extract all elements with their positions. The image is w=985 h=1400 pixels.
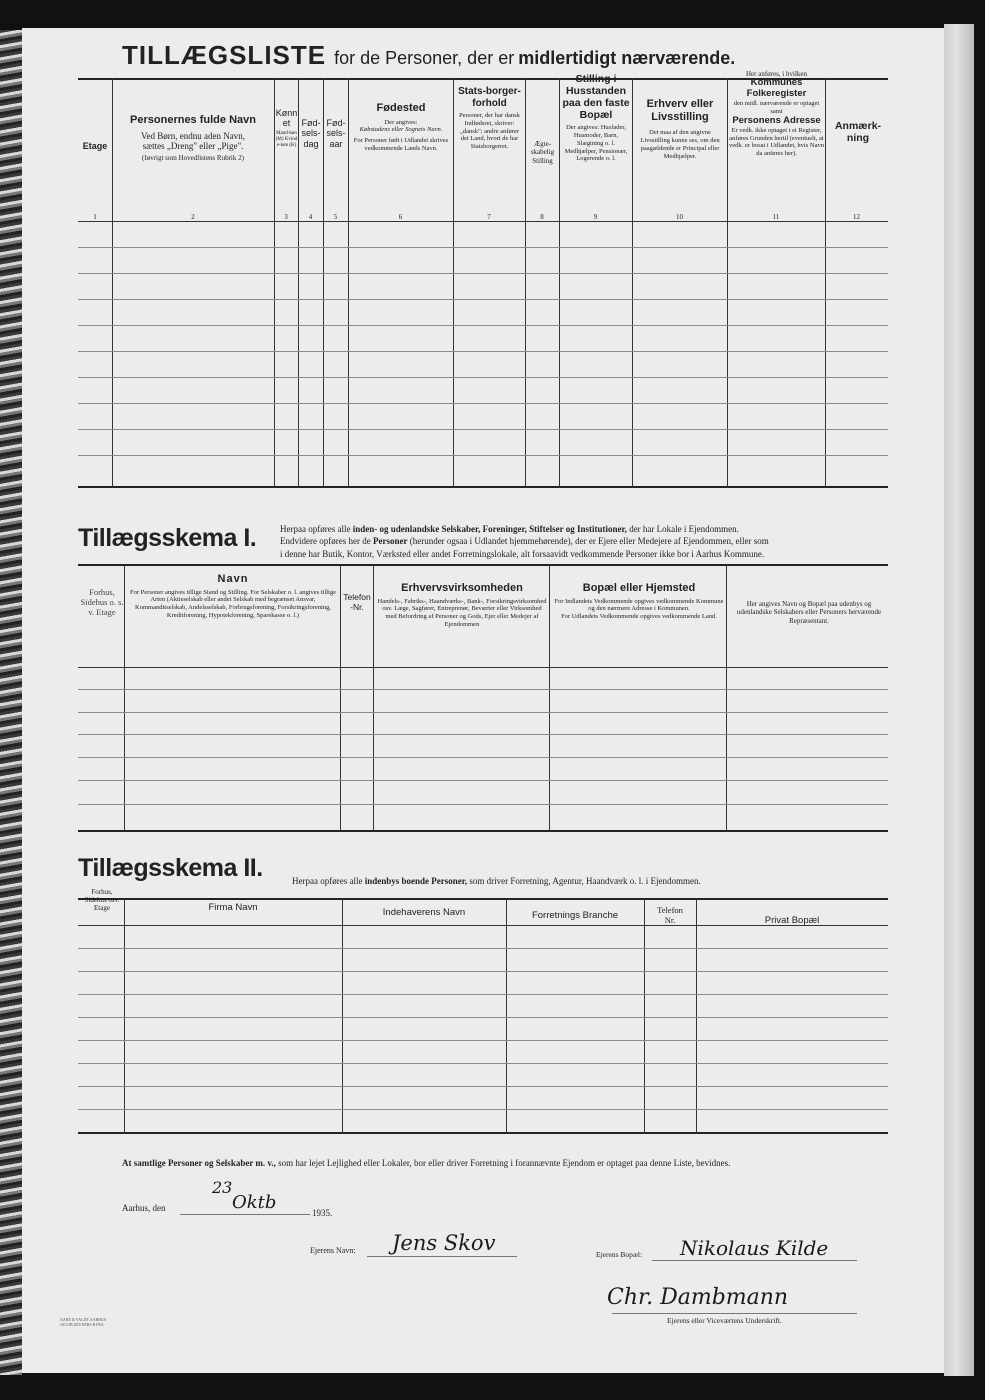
col-num: 11 [772, 213, 780, 221]
s2-col-branche: Forretnings Branche [531, 910, 619, 921]
skema-2-line-a: Herpaa opføres alle [292, 876, 365, 886]
s1-col-navn-l1: For Personer angives tillige Stand og Stilling. For Selskaber o. l. angives tillige Arten (Aktieselskab eller andet Selskab med begrænset Ansvar, Kommanditselskab, Andelsselskab, Forbrugsforening, Forsikringsforening, Kreditforening, Hypotekforening, Sparekasse o. l.) [130, 588, 336, 620]
skema-1-line2a: Endvidere opføres her de [280, 536, 373, 547]
date-day: 23 [212, 1178, 233, 1197]
col-num: 9 [593, 213, 598, 221]
col-folkeregister-title2: Personens Adresse [732, 114, 821, 126]
underskrift-underline [612, 1313, 857, 1314]
col-erhverv [634, 98, 726, 160]
skema-1-line1c: der har Lokale i Ejendommen. [626, 524, 739, 534]
skema-1-line2b: Personer [372, 536, 408, 547]
s1-col-erhverv-title: Erhvervsvirksomheden [401, 582, 523, 594]
col-kon [275, 108, 298, 149]
col-folkeregister-l1: den midl. nærværende er optaget samt [733, 100, 820, 116]
s1-col-erhvervsvirksomhed [377, 582, 547, 629]
s2-col-privat-bopael: Privat Bopæl [764, 915, 820, 926]
col-fodested [352, 102, 450, 153]
s2-col-firma: Firma Navn [208, 902, 258, 913]
col-stilling [561, 73, 631, 163]
s1-col-bopael-l1: For Indlandets Vedkommende opgives vedkommende Kommune og den nærmere Adresse i Kommunen. [554, 597, 724, 613]
date-year: 1935. [312, 1208, 333, 1218]
col-num: 4 [308, 213, 313, 221]
s1-col-telefon: Telefon-Nr. [343, 592, 371, 612]
owner-address-underline [652, 1260, 857, 1261]
col-num: 8 [540, 213, 544, 221]
declaration-b: som har lejet Lejlighed eller Lokaler, bor eller driver Forretning i forannævnte Ejendom er optaget paa denne Liste, bevidnes. [275, 1158, 731, 1168]
col-fodselsdag: Fød-sels-dag [301, 118, 321, 149]
col-aegteskab: Ægte-skabelig Stilling [530, 140, 555, 165]
col-fodested-l3: For Personer født i Udlandet skrives vedkommende Lands Navn. [353, 137, 449, 153]
skema-2-intro [292, 876, 701, 886]
col-statsborger-l1: Personer, der har dansk Indfødsret, skriver: „dansk"; andre anfører det Land, hvori de har Statsborgerret. [459, 112, 520, 151]
col-num: 10 [676, 213, 683, 221]
col-folkeregister-top: Her anføres, i hvilken [745, 70, 808, 78]
skema-1-line1b: inden- og udenlandske Selskaber, Foreninger, Stiftelser og Institutioner, [352, 524, 627, 534]
col-folkeregister-l2: Er vedk. ikke optaget i et Register, anføres Grunden hertil (eventuelt, at vedk. er bosat i Udlandet, hvis Navn da anføres her). [729, 126, 824, 158]
s1-col-navn [130, 573, 336, 620]
s1-col-bopael [554, 582, 724, 621]
owner-signature: Jens Skov [392, 1231, 496, 1255]
date-line [122, 1203, 166, 1213]
col-kon-title: Kønnet [275, 108, 298, 129]
date-place: Aarhus, den [122, 1203, 166, 1213]
col-etage: Etage [82, 141, 108, 151]
col-num: 7 [487, 213, 491, 221]
col-fulde-navn-l3: (Iøvrigt som Hovedlistens Rubrik 2) [142, 154, 244, 163]
page-edge [944, 24, 974, 1376]
underskrift-signature: Chr. Dambmann [607, 1285, 789, 1310]
col-fulde-navn [114, 114, 272, 162]
title-main: TILLÆGSLISTE [122, 40, 327, 70]
skema-1-intro [280, 523, 890, 560]
col-fodested-title: Fødested [376, 102, 426, 114]
col-fodselsaar: Fød-sels-aar [326, 118, 346, 149]
col-stilling-title: Stilling i Husstanden paa den faste Bopæl [562, 73, 630, 122]
col-statsborger [456, 86, 523, 151]
book-binding [0, 30, 22, 1375]
col-num: 5 [333, 213, 338, 221]
declaration [122, 1158, 730, 1168]
s1-col-bopael-title: Bopæl eller Hjemsted [582, 582, 696, 594]
owner-name-underline [367, 1256, 517, 1257]
col-folkeregister-title: Kommunes Folkeregister [746, 77, 807, 100]
skema-1-line1a: Herpaa opføres alle [280, 524, 353, 534]
col-num: 3 [284, 213, 288, 221]
skema-1-line2c: (herunder ogsaa i Udlandet hjemmehørende), der er Ejere eller Medejere af Ejendommen, eller som [407, 536, 769, 547]
col-num: 2 [191, 213, 195, 221]
col-kon-sub: Mand-køn (M) Kvinde-køn (K) [275, 130, 298, 148]
s2-col-telefon: Telefon Nr. [657, 905, 683, 925]
skema-2-line-b: indenbys boende Personer, [364, 876, 468, 886]
s2-col-indehaver: Indehaverens Navn [382, 907, 466, 918]
s2-col-etage: Forhus, Sidehus osv. Etage [84, 888, 120, 913]
col-erhverv-title: Erhverv eller Livsstilling [646, 98, 714, 123]
col-num: 6 [398, 213, 403, 221]
s1-col-etage: Forhus, Sidehus o. s. v. Etage [80, 587, 124, 617]
s1-col-erhverv-l1: Handels-, Fabriks-, Haandværks-, Bank-, Forsikringsvirksomhed osv. Læge, Sagfører, Entreprenør, Beværter eller Virksomhed med Befordring af Personer og Gods, Ejer eller Medejer af Ejendommen [377, 597, 547, 629]
owner-address-signature: Nikolaus Kilde [680, 1236, 829, 1260]
date-underline [180, 1214, 310, 1215]
col-statsborger-title: Stats-borger-forhold [458, 86, 521, 109]
col-erhverv-l1: Det maa af den angivne Livsstilling kunne ses, om den paagældende er Principal eller Medhjælper. [640, 129, 720, 160]
skema-2-line-c: som driver Forretning, Agentur, Haandværk o. l. i Ejendommen. [467, 876, 701, 886]
skema-1-title: Tillægsskema I. [78, 524, 257, 552]
col-stilling-l1: Der angives: Husfader, Husmoder, Barn, Slægtning o. l. Medhjælper, Pensionær, Logerende o. l. [564, 124, 628, 163]
s1-col-navn-title: Navn [217, 573, 249, 585]
title-bold: midlertidigt nærværende. [518, 48, 736, 68]
col-folkeregister [729, 70, 824, 158]
underskrift-label: Ejerens eller Viceværtens Underskrift. [667, 1316, 782, 1325]
skema-2-title: Tillægsskema II. [78, 854, 263, 882]
declaration-a: At samtlige Personer og Selskaber m. v., [122, 1158, 276, 1168]
s1-col-bopael-l2: For Udlandets Vedkommende opgives vedkommende Land. [561, 613, 717, 621]
s1-col-repraesentant: Her angives Navn og Bopæl paa udenbys og udenlandske Selskabers eller Personers herværende Repræsentant. [736, 600, 882, 625]
col-num: 12 [853, 213, 860, 221]
skema-1-line3: i denne har Butik, Kontor, Værksted eller andet Forretningslokale, alt forsaavidt vedkommende Personer ikke bor i Aarhus Kommune. [280, 548, 765, 559]
page-title [122, 40, 735, 71]
col-anmaerkning: Anmærk-ning [834, 120, 882, 145]
col-fodested-l1: Der angives: [384, 118, 418, 126]
col-fulde-navn-l2: sættes „Dreng" eller „Pige". [142, 140, 244, 151]
printer-imprint: AARE & VALDT AARHUS JACOB ZEUNERS BYRA [60, 1317, 107, 1327]
owner-name-label: Ejerens Navn: [310, 1246, 356, 1255]
date-month: Oktb [232, 1192, 277, 1213]
form-page [22, 28, 944, 1373]
title-part1: for de Personer, der er [334, 48, 515, 68]
col-fulde-navn-l1: Ved Børn, endnu aden Navn, [141, 130, 245, 141]
col-num: 1 [93, 213, 97, 221]
owner-address-label: Ejerens Bopæl: [596, 1250, 643, 1259]
col-fodested-l2: Købstadens eller Sognets Navn. [359, 126, 443, 134]
col-fulde-navn-title: Personernes fulde Navn [130, 114, 256, 126]
